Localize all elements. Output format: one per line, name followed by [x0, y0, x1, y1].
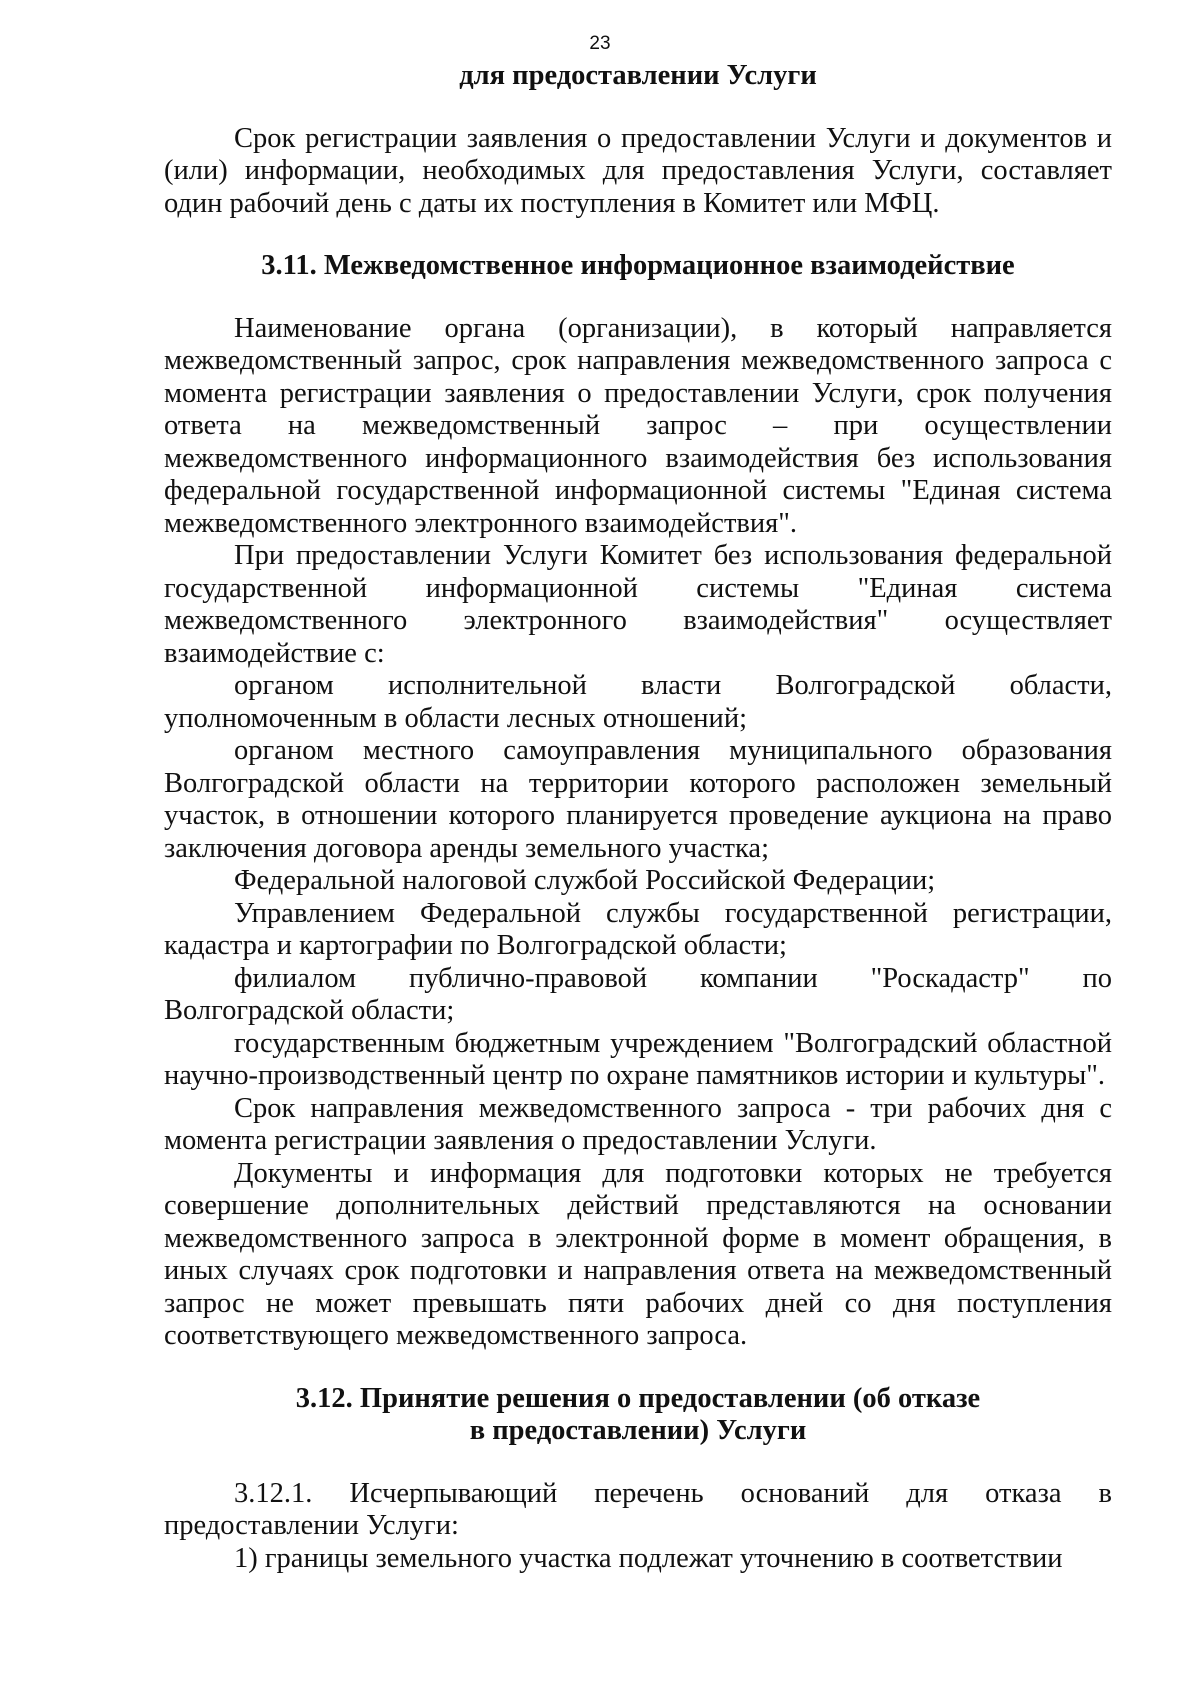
list-item: органом исполнительной власти Волгоградской области, уполномоченным в области лесных отношений; [164, 670, 1112, 734]
paragraph: Срок регистрации заявления о предоставлении Услуги и документов и (или) информации, необходимых для предоставления Услуги, составляет один рабочий день с даты их поступления в Комитет или МФЦ. [164, 122, 1112, 219]
section-heading-line: в предоставлении) Услуги [469, 1415, 807, 1446]
paragraph: Наименование органа (организации), в который направляется межведомственный запрос, срок направления межведомственного запроса с момента регистрации заявления о предоставлении Услуги, срок получения ответа на межведомственный запрос – при осуществлении межведомственного информационного взаимодействия без использования федеральной государственной информационной системы "Единая система межведомственного электронного взаимодействия". [164, 312, 1112, 539]
list-item: органом местного самоуправления муниципального образования Волгоградской области на территории которого расположен земельный участок, в отношении которого планируется проведение аукциона на право заключения договора аренды земельного участка; [164, 735, 1112, 864]
document-body [164, 60, 1112, 1575]
list-item: 1) границы земельного участка подлежат уточнению в соответствии [234, 1542, 1063, 1574]
paragraph: При предоставлении Услуги Комитет без использования федеральной государственной информационной системы "Единая система межведомственного электронного взаимодействия" осуществляет взаимодействие с: [164, 540, 1112, 669]
paragraph: 3.12.1. Исчерпывающий перечень оснований для отказа в предоставлении Услуги: [164, 1477, 1112, 1541]
continued-heading: для предоставлении Услуги [459, 60, 817, 91]
list-item: филиалом публично-правовой компании "Роскадастр" по Волгоградской области; [164, 962, 1112, 1026]
list-item: Управлением Федеральной службы государственной регистрации, кадастра и картографии по Волгоградской области; [164, 897, 1112, 961]
page-number: 23 [589, 33, 611, 54]
paragraph: Срок направления межведомственного запроса - три рабочих дня с момента регистрации заявления о предоставлении Услуги. [164, 1092, 1112, 1156]
paragraph: Документы и информация для подготовки которых не требуется совершение дополнительных действий представляются на основании межведомственного запроса в электронной форме в момент обращения, в иных случаях срок подготовки и направления ответа на межведомственный запрос не может превышать пяти рабочих дней со дня поступления соответствующего межведомственного запроса. [164, 1157, 1112, 1351]
section-heading-3-11: 3.11. Межведомственное информационное взаимодействие [261, 250, 1015, 281]
section-heading-3-12 [164, 1383, 1112, 1448]
list-item: Федеральной налоговой службой Российской Федерации; [234, 865, 936, 896]
section-heading-line: 3.12. Принятие решения о предоставлении (об отказе [295, 1382, 981, 1414]
list-item: государственным бюджетным учреждением "Волгоградский областной научно-производственный центр по охране памятников истории и культуры". [164, 1027, 1112, 1091]
